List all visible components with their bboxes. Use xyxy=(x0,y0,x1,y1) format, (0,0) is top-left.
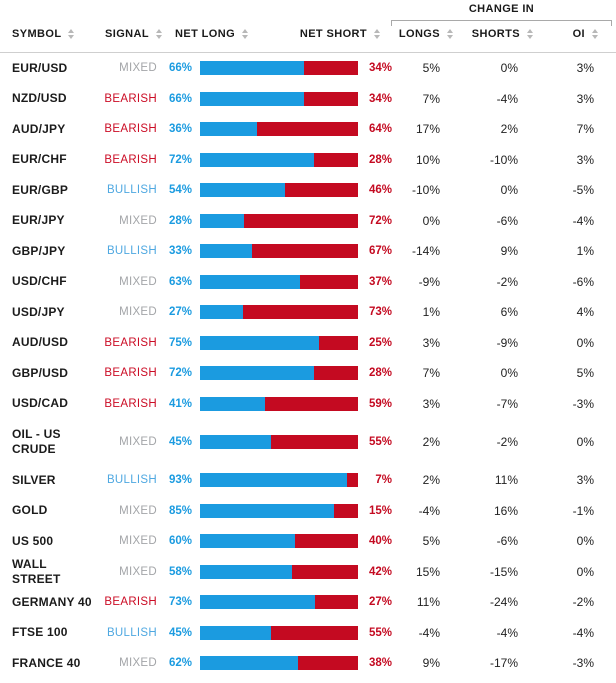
symbol-cell: USD/CHF xyxy=(12,274,67,289)
change-longs-value: -9% xyxy=(418,274,440,289)
net-long-bar-segment xyxy=(200,435,271,449)
signal-cell: BULLISH xyxy=(106,184,157,197)
signal-cell: BEARISH xyxy=(104,336,157,349)
sentiment-bar xyxy=(200,473,358,487)
change-oi-value: 0% xyxy=(576,564,594,579)
table-row[interactable] xyxy=(0,526,616,557)
net-long-value: 66% xyxy=(168,62,192,75)
net-long-bar-segment xyxy=(200,595,315,609)
column-header-symbol[interactable] xyxy=(12,28,74,40)
change-longs-value: 7% xyxy=(422,366,440,381)
net-short-value: 55% xyxy=(368,626,392,639)
signal-cell: MIXED xyxy=(119,565,157,578)
symbol-cell: GBP/JPY xyxy=(12,243,66,258)
net-short-bar-segment xyxy=(304,92,358,106)
symbol-cell: AUD/USD xyxy=(12,335,69,350)
net-long-value: 33% xyxy=(168,245,192,258)
table-row[interactable] xyxy=(0,297,616,328)
change-in-bracket xyxy=(391,20,612,26)
change-oi-value: 1% xyxy=(576,244,594,259)
net-long-bar-segment xyxy=(200,61,304,75)
signal-cell: MIXED xyxy=(119,657,157,670)
net-short-value: 38% xyxy=(368,657,392,670)
net-short-value: 73% xyxy=(368,306,392,319)
signal-cell: BEARISH xyxy=(104,153,157,166)
symbol-cell: NZD/USD xyxy=(12,91,67,106)
sentiment-rows xyxy=(0,53,616,679)
sort-icon[interactable] xyxy=(242,29,248,39)
net-long-bar-segment xyxy=(200,214,244,228)
table-header xyxy=(0,0,616,53)
table-row[interactable] xyxy=(0,267,616,298)
net-short-value: 37% xyxy=(368,275,392,288)
change-shorts-value: 9% xyxy=(500,244,518,259)
change-in-group-label: CHANGE IN xyxy=(468,3,535,15)
change-shorts-value: -24% xyxy=(489,595,518,610)
net-long-value: 62% xyxy=(168,657,192,670)
net-long-bar-segment xyxy=(200,473,347,487)
change-longs-value: -4% xyxy=(418,625,440,640)
change-oi-value: -1% xyxy=(572,503,594,518)
column-header-net-long[interactable] xyxy=(175,28,248,40)
sentiment-bar xyxy=(200,595,358,609)
net-short-value: 27% xyxy=(368,596,392,609)
net-short-bar-segment xyxy=(285,183,358,197)
table-row[interactable] xyxy=(0,53,616,84)
net-long-bar-segment xyxy=(200,153,314,167)
net-short-value: 72% xyxy=(368,214,392,227)
change-oi-value: 0% xyxy=(576,435,594,449)
change-oi-value: -4% xyxy=(572,213,594,228)
symbol-cell: GOLD xyxy=(12,503,48,518)
sentiment-bar xyxy=(200,435,358,449)
change-shorts-value: -9% xyxy=(496,335,518,350)
net-short-bar-segment xyxy=(315,595,358,609)
net-long-value: 63% xyxy=(168,275,192,288)
change-longs-value: 3% xyxy=(422,335,440,350)
sentiment-bar xyxy=(200,504,358,518)
net-long-value: 75% xyxy=(168,336,192,349)
sentiment-bar xyxy=(200,656,358,670)
net-long-bar-segment xyxy=(200,183,285,197)
net-short-value: 34% xyxy=(368,92,392,105)
column-header-longs[interactable] xyxy=(399,28,453,40)
net-long-value: 93% xyxy=(168,474,192,487)
change-oi-value: 3% xyxy=(576,91,594,106)
net-long-value: 60% xyxy=(168,535,192,548)
column-header-net-short[interactable] xyxy=(300,28,380,40)
net-short-value: 28% xyxy=(368,367,392,380)
symbol-cell: US 500 xyxy=(12,533,54,548)
signal-cell: BEARISH xyxy=(104,367,157,380)
sentiment-bar xyxy=(200,153,358,167)
change-shorts-value: -2% xyxy=(496,274,518,289)
net-short-bar-segment xyxy=(252,244,358,258)
change-shorts-value: 2% xyxy=(500,122,518,137)
sort-icon[interactable] xyxy=(527,29,533,39)
net-short-value: 64% xyxy=(368,123,392,136)
net-short-bar-segment xyxy=(319,336,359,350)
net-long-bar-segment xyxy=(200,366,314,380)
sentiment-bar xyxy=(200,122,358,136)
net-long-bar-segment xyxy=(200,565,292,579)
change-longs-value: 15% xyxy=(415,564,440,579)
signal-cell: MIXED xyxy=(119,62,157,75)
net-long-bar-segment xyxy=(200,275,300,289)
signal-cell: BEARISH xyxy=(104,92,157,105)
symbol-cell: GERMANY 40 xyxy=(12,594,92,609)
net-long-bar-segment xyxy=(200,122,257,136)
change-longs-value: 2% xyxy=(422,435,440,449)
change-shorts-value: 16% xyxy=(493,503,518,518)
signal-cell: MIXED xyxy=(119,535,157,548)
sort-icon[interactable] xyxy=(447,29,453,39)
table-row[interactable] xyxy=(0,496,616,527)
table-row[interactable] xyxy=(0,618,616,649)
net-short-bar-segment xyxy=(271,435,358,449)
change-longs-value: 9% xyxy=(422,656,440,671)
sentiment-bar xyxy=(200,275,358,289)
net-long-value: 72% xyxy=(168,367,192,380)
net-long-value: 54% xyxy=(168,184,192,197)
change-shorts-value: 0% xyxy=(500,61,518,76)
change-oi-value: -3% xyxy=(572,396,594,411)
change-oi-value: 3% xyxy=(576,152,594,167)
net-long-value: 73% xyxy=(168,596,192,609)
change-longs-value: 11% xyxy=(416,595,440,610)
net-short-bar-segment xyxy=(295,534,358,548)
table-row[interactable] xyxy=(0,84,616,115)
net-short-value: 55% xyxy=(368,436,392,448)
change-shorts-value: -6% xyxy=(496,534,518,549)
table-row[interactable] xyxy=(0,587,616,618)
net-short-value: 67% xyxy=(368,245,392,258)
change-longs-value: 3% xyxy=(422,396,440,411)
net-long-value: 72% xyxy=(168,153,192,166)
change-shorts-value: -4% xyxy=(496,91,518,106)
net-long-value: 45% xyxy=(168,436,192,448)
net-short-value: 7% xyxy=(375,474,392,487)
signal-cell: BEARISH xyxy=(104,596,157,609)
net-long-bar-segment xyxy=(200,244,252,258)
column-header-symbol-label: SYMBOL xyxy=(12,28,62,40)
net-long-value: 66% xyxy=(168,92,192,105)
change-oi-value: 3% xyxy=(576,61,594,76)
change-longs-value: -4% xyxy=(418,503,440,518)
change-oi-value: 5% xyxy=(576,366,594,381)
column-header-shorts-label: SHORTS xyxy=(471,28,520,40)
table-row[interactable] xyxy=(0,206,616,237)
net-long-bar-segment xyxy=(200,504,334,518)
symbol-cell: USD/JPY xyxy=(12,304,65,319)
change-shorts-value: -15% xyxy=(489,564,518,579)
sort-icon[interactable] xyxy=(374,29,380,39)
net-short-bar-segment xyxy=(298,656,358,670)
net-short-bar-segment xyxy=(304,61,358,75)
table-row[interactable] xyxy=(0,419,616,465)
sentiment-bar xyxy=(200,626,358,640)
column-header-signal-label: SIGNAL xyxy=(105,28,149,40)
change-shorts-value: -4% xyxy=(496,625,518,640)
net-short-value: 40% xyxy=(368,535,392,548)
signal-cell: MIXED xyxy=(119,504,157,517)
column-header-signal[interactable] xyxy=(105,28,162,40)
table-row[interactable] xyxy=(0,175,616,206)
net-long-bar-segment xyxy=(200,656,298,670)
change-shorts-value: 6% xyxy=(500,305,518,320)
net-long-value: 28% xyxy=(168,214,192,227)
change-shorts-value: 0% xyxy=(500,366,518,381)
signal-cell: MIXED xyxy=(119,275,157,288)
symbol-cell: AUD/JPY xyxy=(12,121,66,136)
net-short-value: 25% xyxy=(368,336,392,349)
sentiment-bar xyxy=(200,366,358,380)
signal-cell: BULLISH xyxy=(106,626,157,639)
column-header-net-short-label: NET SHORT xyxy=(299,28,367,40)
net-long-bar-segment xyxy=(200,92,304,106)
net-short-value: 59% xyxy=(368,397,392,410)
sentiment-bar xyxy=(200,61,358,75)
signal-cell: MIXED xyxy=(119,306,157,319)
change-shorts-value: 0% xyxy=(500,183,518,198)
table-row[interactable] xyxy=(0,328,616,359)
change-longs-value: 5% xyxy=(422,61,440,76)
net-short-value: 34% xyxy=(368,62,392,75)
table-row[interactable] xyxy=(0,145,616,176)
symbol-cell: GBP/USD xyxy=(12,365,69,380)
symbol-cell: FRANCE 40 xyxy=(12,655,81,670)
symbol-cell: EUR/JPY xyxy=(12,213,65,228)
sentiment-bar xyxy=(200,397,358,411)
net-long-value: 45% xyxy=(168,626,192,639)
sentiment-bar xyxy=(200,305,358,319)
signal-cell: BULLISH xyxy=(106,245,157,258)
change-oi-value: 4% xyxy=(576,305,594,320)
table-row[interactable] xyxy=(0,389,616,420)
change-shorts-value: -7% xyxy=(496,396,518,411)
symbol-cell: EUR/CHF xyxy=(12,152,67,167)
net-short-bar-segment xyxy=(257,122,358,136)
change-longs-value: 1% xyxy=(422,305,440,320)
symbol-cell: USD/CAD xyxy=(12,396,69,411)
net-short-value: 15% xyxy=(368,504,392,517)
symbol-cell: EUR/GBP xyxy=(12,182,69,197)
sentiment-bar xyxy=(200,244,358,258)
net-short-bar-segment xyxy=(265,397,358,411)
symbol-cell: SILVER xyxy=(12,472,56,487)
change-shorts-value: -6% xyxy=(496,213,518,228)
table-row[interactable] xyxy=(0,465,616,496)
net-long-bar-segment xyxy=(200,534,295,548)
table-row[interactable] xyxy=(0,557,616,588)
sort-icon[interactable] xyxy=(156,29,162,39)
table-row[interactable] xyxy=(0,358,616,389)
change-longs-value: -10% xyxy=(411,183,440,198)
net-short-bar-segment xyxy=(244,214,358,228)
net-long-bar-segment xyxy=(200,397,265,411)
change-oi-value: 0% xyxy=(576,335,594,350)
net-short-bar-segment xyxy=(243,305,358,319)
change-shorts-value: 11% xyxy=(494,473,518,488)
net-short-value: 46% xyxy=(368,184,392,197)
net-long-value: 85% xyxy=(168,504,192,517)
net-long-value: 58% xyxy=(168,565,192,578)
change-longs-value: 10% xyxy=(415,152,440,167)
change-oi-value: 3% xyxy=(576,473,594,488)
change-shorts-value: -2% xyxy=(496,435,518,449)
signal-cell: BULLISH xyxy=(106,474,157,487)
net-short-bar-segment xyxy=(314,153,358,167)
net-short-bar-segment xyxy=(347,473,358,487)
net-long-bar-segment xyxy=(200,336,319,350)
sentiment-bar xyxy=(200,534,358,548)
column-header-oi-label: OI xyxy=(572,28,585,40)
signal-cell: BEARISH xyxy=(104,123,157,136)
signal-cell: BEARISH xyxy=(104,397,157,410)
change-longs-value: 7% xyxy=(422,91,440,106)
net-short-bar-segment xyxy=(292,565,358,579)
column-header-longs-label: LONGS xyxy=(398,28,440,40)
net-long-value: 41% xyxy=(168,397,192,410)
change-oi-value: -3% xyxy=(572,656,594,671)
symbol-cell: EUR/USD xyxy=(12,60,68,75)
net-long-bar-segment xyxy=(200,626,271,640)
change-oi-value: 0% xyxy=(576,534,594,549)
change-oi-value: -5% xyxy=(572,183,594,198)
sentiment-bar xyxy=(200,565,358,579)
table-row[interactable] xyxy=(0,114,616,145)
change-longs-value: 2% xyxy=(422,473,440,488)
column-header-oi[interactable] xyxy=(573,28,598,40)
change-shorts-value: -17% xyxy=(489,656,518,671)
change-longs-value: 0% xyxy=(422,213,440,228)
column-header-shorts[interactable] xyxy=(472,28,533,40)
net-short-bar-segment xyxy=(300,275,358,289)
net-long-bar-segment xyxy=(200,305,243,319)
symbol-cell: OIL - US CRUDE xyxy=(12,427,61,456)
signal-cell: MIXED xyxy=(119,214,157,227)
change-longs-value: 17% xyxy=(415,122,440,137)
net-short-bar-segment xyxy=(314,366,358,380)
sort-icon[interactable] xyxy=(592,29,598,39)
change-longs-value: 5% xyxy=(422,534,440,549)
change-oi-value: 7% xyxy=(576,122,594,137)
change-shorts-value: -10% xyxy=(489,152,518,167)
net-short-bar-segment xyxy=(271,626,358,640)
sentiment-bar xyxy=(200,92,358,106)
sentiment-bar xyxy=(200,214,358,228)
sentiment-bar xyxy=(200,336,358,350)
net-long-value: 36% xyxy=(168,123,192,136)
net-short-bar-segment xyxy=(334,504,358,518)
net-short-value: 28% xyxy=(368,153,392,166)
change-oi-value: -4% xyxy=(572,625,594,640)
table-row[interactable] xyxy=(0,648,616,679)
sentiment-bar xyxy=(200,183,358,197)
sort-icon[interactable] xyxy=(68,29,74,39)
net-short-value: 42% xyxy=(368,565,392,578)
signal-cell: MIXED xyxy=(119,436,157,448)
symbol-cell: WALL STREET xyxy=(12,556,61,586)
net-long-value: 27% xyxy=(168,306,192,319)
change-oi-value: -2% xyxy=(572,595,594,610)
change-longs-value: -14% xyxy=(411,244,440,259)
change-oi-value: -6% xyxy=(572,274,594,289)
symbol-cell: FTSE 100 xyxy=(12,625,68,640)
column-header-net-long-label: NET LONG xyxy=(175,28,236,40)
table-row[interactable] xyxy=(0,236,616,267)
